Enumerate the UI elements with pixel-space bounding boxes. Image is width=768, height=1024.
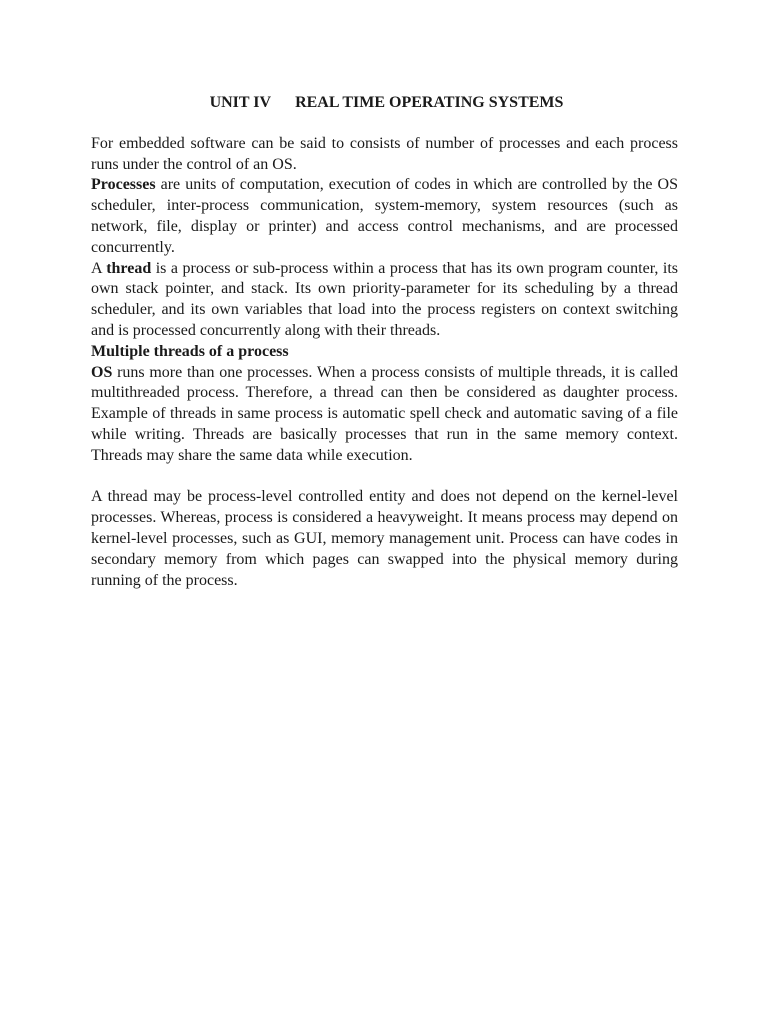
thread-term: thread bbox=[106, 259, 152, 277]
unit-label: UNIT IV bbox=[209, 94, 272, 111]
section-heading: Multiple threads of a process bbox=[91, 342, 289, 360]
thread-text: is a process or sub-process within a process that has its own program counter, its own stack pointer, and stack. Its own priority-parameter for its scheduling by a thread scheduler, and its own variables that load into the process registers on context switching and is processed concurrently along with their threads. bbox=[91, 259, 679, 339]
thread-prefix: A bbox=[91, 259, 107, 277]
os-paragraph bbox=[91, 363, 678, 467]
paragraph-spacer bbox=[91, 467, 678, 488]
processes-paragraph bbox=[91, 175, 678, 258]
thread-paragraph bbox=[91, 259, 678, 342]
final-paragraph: A thread may be process-level controlled entity and does not depend on the kernel-level processes. Whereas, process is considered a heavyweight. It means process may depend on kernel-level processes, such as GUI, memory management unit. Process can have codes in secondary memory from which pages can swapped into the physical memory during running of the process. bbox=[91, 488, 678, 589]
page-title bbox=[91, 93, 678, 114]
unit-title: REAL TIME OPERATING SYSTEMS bbox=[295, 94, 564, 111]
document-page bbox=[91, 93, 678, 591]
intro-paragraph: For embedded software can be said to consists of number of processes and each process runs under the control of an OS. bbox=[91, 134, 678, 173]
processes-term: Processes bbox=[91, 176, 156, 194]
os-term: OS bbox=[91, 363, 113, 381]
processes-text: are units of computation, execution of codes in which are controlled by the OS scheduler, inter-process communication, system-memory, system resources (such as network, file, display or printer) and access control mechanisms, and are processed concurrently. bbox=[91, 176, 678, 256]
os-text: runs more than one processes. When a process consists of multiple threads, it is called multithreaded process. Therefore, a thread can then be considered as daughter process. Example of threads in same process is automatic spell check and automatic saving of a file while writing. Threads are basically processes that run in the same memory context. Threads may share the same data while execution. bbox=[91, 363, 678, 464]
